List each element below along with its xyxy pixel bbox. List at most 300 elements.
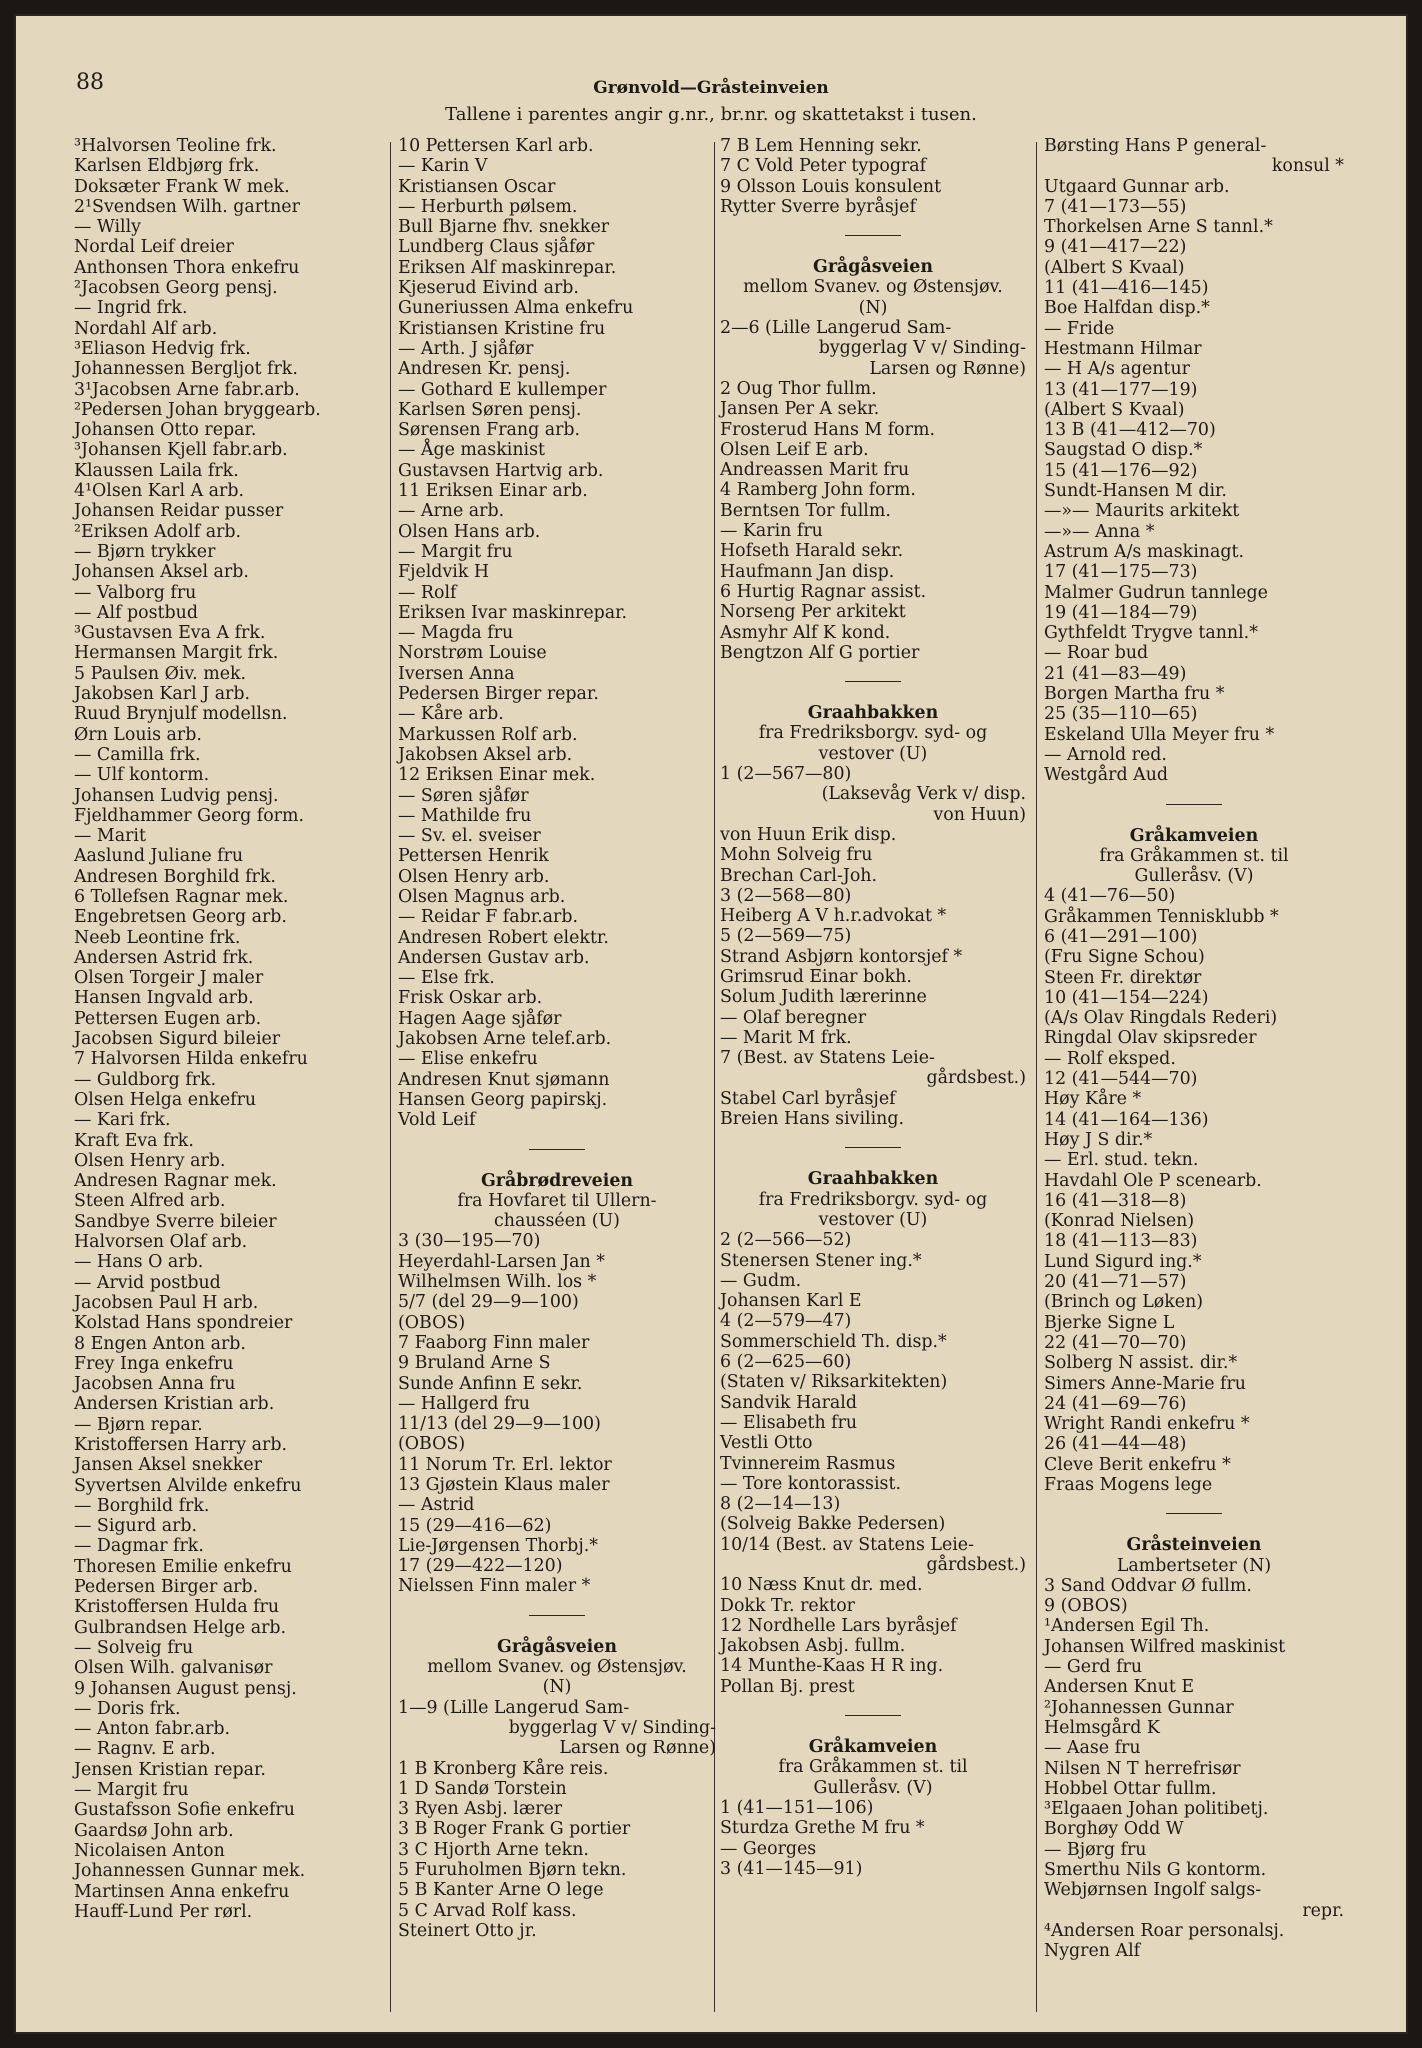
directory-entry: Norstrøm Louise [398, 643, 547, 664]
directory-entry: 21 (41—83—49) [1044, 663, 1187, 684]
street-description: Gulleråsv. (V) [1134, 866, 1254, 887]
directory-entry: Pollan Bj. prest [720, 1676, 855, 1697]
directory-entry: Breien Hans siviling. [720, 1109, 905, 1130]
section-separator [720, 1697, 1026, 1737]
directory-page [14, 14, 1408, 2034]
directory-entry: Brechan Carl-Joh. [720, 865, 878, 886]
directory-entry: Andresen Borghild frk. [74, 866, 276, 887]
directory-entry: gårdsbest.) [926, 1068, 1026, 1089]
directory-entry: Nordal Leif dreier [74, 237, 234, 258]
section-separator [398, 1131, 716, 1171]
directory-entry: — Olaf beregner [720, 1007, 867, 1028]
directory-entry: 11 Eriksen Einar arb. [398, 481, 588, 502]
directory-entry: ³Halvorsen Teoline frk. [74, 136, 277, 156]
directory-entry: Eriksen Alf maskinrepar. [398, 257, 617, 278]
directory-entry: — Borghild frk. [74, 1495, 210, 1516]
directory-entry: 12 Nordhelle Lars byråsjef [720, 1615, 957, 1636]
directory-entry: Andersen Gustav arb. [398, 947, 590, 968]
directory-entry: Bull Bjarne fhv. snekker [398, 217, 610, 238]
directory-entry: Hansen Georg papirskj. [398, 1089, 608, 1110]
directory-entry: Karlsen Eldbjørg frk. [74, 156, 260, 177]
directory-entry: Stenersen Stener ing.* [720, 1250, 922, 1271]
street-description: chausséen (U) [494, 1211, 620, 1232]
directory-entry: 10 (41—154—224) [1044, 987, 1209, 1008]
directory-entry: Jakobsen Karl J arb. [74, 684, 251, 705]
directory-entry: Sturdza Grethe M fru * [720, 1818, 925, 1839]
directory-entry: Hauff-Lund Per rørl. [74, 1901, 253, 1922]
directory-entry: — Sigurd arb. [74, 1516, 198, 1537]
directory-entry: Sunde Anfinn E sekr. [398, 1373, 583, 1394]
directory-entry: Frosterud Hans M form. [720, 419, 935, 440]
directory-entry: — Margit fru [74, 1780, 189, 1801]
directory-entry: — Herburth pølsem. [398, 196, 578, 217]
directory-entry: Gustafsson Sofie enkefru [74, 1800, 295, 1821]
directory-entry: —»— Maurits arkitekt [1044, 501, 1240, 522]
directory-entry: Nordahl Alf arb. [74, 318, 218, 339]
directory-entry: ²Pedersen Johan bryggearb. [74, 399, 321, 420]
directory-entry: von Huun) [933, 804, 1026, 825]
directory-entry: Boe Halfdan disp.* [1044, 298, 1210, 319]
directory-entry: — Arnold red. [1044, 744, 1167, 765]
directory-entry: Steinert Otto jr. [398, 1920, 537, 1941]
directory-entry: Cleve Berit enkefru * [1044, 1454, 1231, 1475]
directory-entry: — Mathilde fru [398, 805, 532, 826]
directory-entry: (Albert S Kvaal) [1044, 399, 1185, 420]
directory-entry: Fjeldhammer Georg form. [74, 805, 304, 826]
directory-entry: Hobbel Ottar fullm. [1044, 1778, 1217, 1799]
directory-entry: Johannessen Bergljot frk. [74, 359, 298, 380]
directory-entry: 4¹Olsen Karl A arb. [74, 481, 244, 502]
directory-entry: — Hallgerd fru [398, 1393, 530, 1414]
directory-entry: Hagen Aage sjåfør [398, 1008, 562, 1029]
directory-column-4 [1044, 136, 1344, 1962]
directory-entry: 1 (2—567—80) [720, 764, 852, 785]
directory-entry: 10/14 (Best. av Statens Leie- [720, 1534, 974, 1555]
directory-entry: Olsen Helga enkefru [74, 1089, 257, 1110]
directory-entry: Andresen Kr. pensj. [398, 359, 571, 380]
directory-entry: Saugstad O disp.* [1044, 440, 1203, 461]
directory-entry: 3 Ryen Asbj. lærer [398, 1799, 563, 1820]
directory-entry: 6 (2—625—60) [720, 1352, 852, 1373]
directory-entry: Johansen Ludvig pensj. [74, 785, 279, 806]
directory-entry: 1—9 (Lille Langerud Sam- [398, 1697, 630, 1718]
directory-entry: Kristiansen Oscar [398, 176, 556, 197]
directory-entry: Pedersen Birger repar. [398, 684, 599, 705]
directory-entry: Aaslund Juliane fru [74, 846, 244, 867]
street-description: fra Fredriksborgv. syd- og [758, 723, 988, 744]
directory-entry: repr. [1302, 1900, 1344, 1921]
street-description: (N) [542, 1677, 572, 1698]
directory-entry: Jacobsen Sigurd bileier [74, 1029, 281, 1050]
directory-entry: Olsen Magnus arb. [398, 886, 566, 907]
directory-entry: 19 (41—184—79) [1044, 602, 1198, 623]
directory-entry: 7 C Vold Peter typograf [720, 156, 927, 177]
directory-entry: 7 B Lem Henning sekr. [720, 136, 922, 156]
street-description: mellom Svanev. og Østensjøv. [427, 1657, 687, 1678]
directory-entry: Markussen Rolf arb. [398, 724, 578, 745]
directory-entry: 4 (41—76—50) [1044, 886, 1176, 907]
directory-entry: Johansen Reidar pusser [74, 501, 284, 522]
page-title: Grønvold—Gråsteinveien [593, 78, 829, 98]
directory-entry: 16 (41—318—8) [1044, 1190, 1187, 1211]
page-subtitle-text: Tallene i parentes angir g.nr., br.nr. og skattetakst i tusen. [445, 104, 977, 125]
directory-entry: — Kari frk. [74, 1110, 171, 1131]
directory-entry: Malmer Gudrun tannlege [1044, 582, 1268, 603]
street-heading: Gråkamveien [1129, 825, 1259, 846]
directory-entry: 11/13 (del 29—9—100) [398, 1414, 601, 1435]
street-heading: Gråsteinveien [1126, 1535, 1262, 1556]
directory-entry: Nilsen N T herrefrisør [1044, 1758, 1241, 1779]
directory-entry: — Arvid postbud [74, 1272, 221, 1293]
directory-entry: Stabel Carl byråsjef [720, 1088, 896, 1109]
directory-entry: —»— Anna * [1044, 521, 1155, 542]
directory-entry: Gythfeldt Trygve tannl.* [1044, 623, 1258, 644]
directory-entry: Kjeserud Eivind arb. [398, 278, 579, 299]
directory-entry: 13 B (41—412—70) [1044, 420, 1216, 441]
directory-entry: ²Jacobsen Georg pensj. [74, 278, 278, 299]
directory-entry: (Solveig Bakke Pedersen) [720, 1514, 946, 1535]
directory-entry: 14 Munthe-Kaas H R ing. [720, 1656, 944, 1677]
directory-entry: Pedersen Birger arb. [74, 1577, 259, 1598]
directory-entry: — Gudm. [720, 1270, 802, 1291]
directory-entry: — Karin fru [720, 521, 823, 542]
directory-entry: — Magda fru [398, 623, 514, 644]
directory-entry: Olsen Torgeir J maler [74, 968, 264, 989]
directory-entry: Neeb Leontine frk. [74, 927, 241, 948]
directory-entry: Gustavsen Hartvig arb. [398, 460, 604, 481]
directory-entry: 13 (41—177—19) [1044, 379, 1198, 400]
directory-entry: Jansen Per A sekr. [720, 399, 880, 420]
directory-entry: Heyerdahl-Larsen Jan * [398, 1251, 605, 1272]
directory-entry: 4 Ramberg John form. [720, 480, 916, 501]
directory-entry: Halvorsen Olaf arb. [74, 1232, 248, 1253]
directory-entry: 6 (41—291—100) [1044, 926, 1198, 947]
street-description: (N) [858, 297, 888, 318]
directory-entry: Kristiansen Kristine fru [398, 318, 606, 339]
directory-entry: Syvertsen Alvilde enkefru [74, 1475, 302, 1496]
directory-entry: Olsen Wilh. galvanisør [74, 1658, 273, 1679]
directory-entry: Larsen og Rønne) [559, 1738, 716, 1759]
street-heading: Graahbakken [807, 703, 939, 724]
directory-entry: Sandvik Harald [720, 1392, 857, 1413]
directory-entry: 9 (41—417—22) [1044, 237, 1187, 258]
directory-entry: Andersen Astrid frk. [74, 947, 254, 968]
directory-entry: Ringdal Olav skipsreder [1044, 1028, 1257, 1049]
directory-entry: 7 (41—173—55) [1044, 196, 1187, 217]
directory-entry: byggerlag V v/ Sinding- [818, 338, 1026, 359]
section-separator [720, 217, 1026, 257]
directory-entry: 25 (35—110—65) [1044, 704, 1198, 725]
directory-entry: Ørn Louis arb. [74, 724, 202, 745]
directory-entry: 7 (Best. av Statens Leie- [720, 1048, 935, 1069]
directory-entry: Kraft Eva frk. [74, 1130, 194, 1151]
directory-entry: — Ragnv. E arb. [74, 1739, 216, 1760]
directory-entry: 15 (41—176—92) [1044, 460, 1198, 481]
directory-entry: Gråkammen Tennisklubb * [1044, 906, 1279, 927]
directory-entry: — Margit fru [398, 541, 513, 562]
directory-entry: — Anton fabr.arb. [74, 1719, 231, 1740]
directory-entry: Grimsrud Einar bokh. [720, 966, 912, 987]
directory-entry: Johansen Otto repar. [74, 420, 257, 441]
directory-entry: 5 Paulsen Øiv. mek. [74, 663, 247, 684]
directory-entry: Westgård Aud [1044, 765, 1169, 786]
directory-entry: — H A/s agentur [1044, 359, 1190, 380]
directory-entry: Steen Alfred arb. [74, 1191, 226, 1212]
directory-entry: 1 B Kronberg Kåre reis. [398, 1758, 609, 1779]
directory-entry: Anthonsen Thora enkefru [74, 257, 300, 278]
directory-entry: — Dagmar frk. [74, 1536, 204, 1557]
directory-entry: Nygren Alf [1044, 1941, 1141, 1962]
directory-entry: Berntsen Tor fullm. [720, 500, 891, 521]
directory-entry: — Karin V [398, 156, 488, 177]
directory-entry: 7 Faaborg Finn maler [398, 1332, 590, 1353]
directory-entry: — Camilla frk. [74, 744, 201, 765]
street-description: vestover (U) [818, 743, 928, 764]
street-description: fra Gråkammen st. til [778, 1757, 968, 1778]
directory-entry: 3 Sand Oddvar Ø fullm. [1044, 1575, 1252, 1596]
directory-entry: Johansen Wilfred maskinist [1044, 1636, 1286, 1657]
directory-entry: 4 (2—579—47) [720, 1311, 852, 1332]
street-description: fra Hovfaret til Ullern- [457, 1190, 657, 1211]
directory-entry: (Staten v/ Riksarkitekten) [720, 1372, 948, 1393]
directory-entry: Simers Anne-Marie fru [1044, 1373, 1246, 1394]
directory-entry: Thorkelsen Arne S tannl.* [1044, 217, 1273, 238]
directory-entry: gårdsbest.) [926, 1555, 1026, 1575]
directory-entry: Pettersen Eugen arb. [74, 1008, 262, 1029]
directory-entry: — Hans O arb. [74, 1252, 204, 1273]
directory-entry: ¹Andersen Egil Th. [1044, 1616, 1210, 1637]
directory-entry: Borgen Martha fru * [1044, 684, 1225, 705]
directory-entry: 15 (29—416—62) [398, 1515, 552, 1536]
directory-entry: Jakobsen Asbj. fullm. [720, 1636, 906, 1657]
directory-entry: Vold Leif [398, 1110, 476, 1131]
directory-entry: 3 (41—145—91) [720, 1858, 863, 1879]
directory-entry: 12 Eriksen Einar mek. [398, 765, 596, 786]
directory-entry: 9 (OBOS) [1044, 1596, 1128, 1617]
street-description: Gulleråsv. (V) [813, 1777, 933, 1798]
section-separator [1044, 1495, 1344, 1535]
directory-entry: Iversen Anna [398, 663, 515, 684]
directory-entry: Thoresen Emilie enkefru [74, 1556, 292, 1577]
directory-entry: — Bjørg fru [1044, 1839, 1147, 1860]
directory-entry: Fraas Mogens lege [1044, 1475, 1213, 1495]
directory-entry: konsul * [1271, 156, 1344, 177]
directory-entry: — Elise enkefru [398, 1049, 538, 1070]
directory-entry: Kristoffersen Harry arb. [74, 1435, 288, 1455]
directory-entry: Engebretsen Georg arb. [74, 907, 287, 928]
directory-entry: — Doris frk. [74, 1698, 181, 1719]
directory-entry: — Ingrid frk. [74, 298, 188, 319]
directory-entry: Andersen Kristian arb. [74, 1394, 275, 1415]
directory-entry: Utgaard Gunnar arb. [1044, 176, 1230, 197]
directory-entry: (Fru Signe Schou) [1044, 947, 1205, 968]
directory-entry: Ruud Brynjulf modellsn. [74, 704, 288, 725]
directory-entry: Hestmann Hilmar [1044, 338, 1202, 359]
directory-entry: — Willy [74, 217, 141, 238]
directory-entry: ²Johannessen Gunnar [1044, 1697, 1234, 1718]
directory-entry: Jacobsen Paul H arb. [74, 1292, 259, 1313]
directory-entry: Larsen og Rønne) [869, 358, 1026, 379]
directory-entry: — Solveig fru [74, 1637, 194, 1658]
directory-entry: Hermansen Margit frk. [74, 643, 279, 664]
directory-entry: Frey Inga enkefru [74, 1353, 234, 1374]
directory-entry: ³Eliason Hedvig frk. [74, 338, 251, 359]
directory-entry: Sandbye Sverre bileier [74, 1211, 277, 1232]
directory-entry: Astrum A/s maskinagt. [1044, 541, 1244, 562]
directory-entry: Børsting Hans P general- [1044, 136, 1267, 156]
directory-entry: byggerlag V v/ Sinding- [508, 1717, 716, 1738]
directory-entry: 10 Næss Knut dr. med. [720, 1575, 923, 1596]
directory-entry: Rytter Sverre byråsjef [720, 196, 916, 217]
directory-entry: — Rolf [398, 582, 457, 603]
directory-entry: Webjørnsen Ingolf salgs- [1044, 1880, 1262, 1901]
directory-entry: 3 C Hjorth Arne tekn. [398, 1839, 589, 1860]
directory-entry: 17 (41—175—73) [1044, 562, 1198, 583]
directory-entry: Haufmann Jan disp. [720, 561, 895, 582]
directory-entry: — Alf postbud [74, 602, 198, 623]
directory-entry: Jakobsen Aksel arb. [398, 744, 573, 765]
street-heading: Graahbakken [807, 1169, 939, 1190]
directory-entry: ²Eriksen Adolf arb. [74, 521, 242, 542]
directory-entry: — Reidar F fabr.arb. [398, 907, 579, 928]
directory-entry: Olsen Hans arb. [398, 521, 541, 542]
directory-entry: 1 (41—151—106) [720, 1797, 874, 1818]
directory-entry: Martinsen Anna enkefru [74, 1881, 290, 1902]
directory-entry: Eriksen Ivar maskinrepar. [398, 602, 628, 623]
directory-entry: Jacobsen Anna fru [74, 1374, 236, 1395]
directory-entry: 2 Oug Thor fullm. [720, 378, 877, 399]
directory-entry: Bengtzon Alf G portier [720, 642, 920, 663]
directory-entry: ³Gustavsen Eva A frk. [74, 623, 266, 644]
directory-entry: — Else frk. [398, 968, 495, 989]
directory-entry: Andresen Robert elektr. [398, 927, 609, 948]
directory-entry: Kristoffersen Hulda fru [74, 1597, 280, 1618]
directory-entry: Nicolaisen Anton [74, 1840, 225, 1861]
directory-entry: von Huun Erik disp. [720, 824, 897, 845]
directory-entry: 3 (2—568—80) [720, 885, 852, 906]
directory-entry: Wright Randi enkefru * [1044, 1414, 1250, 1435]
directory-entry: Borghøy Odd W [1044, 1819, 1184, 1840]
directory-entry: — Marit M frk. [720, 1027, 852, 1048]
directory-entry: Andreassen Marit fru [720, 460, 910, 481]
directory-entry: 5 (2—569—75) [720, 926, 852, 947]
directory-entry: (OBOS) [398, 1312, 466, 1333]
directory-entry: Strand Asbjørn kontorsjef * [720, 946, 963, 967]
directory-entry: Sommerschield Th. disp.* [720, 1331, 947, 1352]
directory-entry: Nielssen Finn maler * [398, 1576, 591, 1597]
directory-column-1 [74, 136, 394, 1922]
directory-entry: Lund Sigurd ing.* [1044, 1251, 1202, 1272]
street-heading: Gråkamveien [808, 1737, 938, 1758]
directory-entry: Solberg N assist. dir.* [1044, 1353, 1238, 1374]
directory-entry: 6 Tollefsen Ragnar mek. [74, 886, 289, 907]
directory-entry: Pettersen Henrik [398, 846, 549, 867]
directory-entry: Heiberg A V h.r.advokat * [720, 906, 947, 927]
directory-entry: 11 (41—416—145) [1044, 278, 1209, 299]
street-heading: Grågåsveien [497, 1636, 617, 1657]
directory-entry: Bjerke Signe L [1044, 1312, 1175, 1333]
directory-entry: Gulbrandsen Helge arb. [74, 1617, 287, 1638]
directory-entry: 8 (2—14—13) [720, 1494, 841, 1515]
directory-entry: Høy Kåre * [1044, 1089, 1142, 1110]
directory-entry: Andresen Knut sjømann [398, 1069, 610, 1090]
directory-entry: 24 (41—69—76) [1044, 1393, 1187, 1414]
directory-entry: — Bjørn trykker [74, 541, 216, 562]
street-description: mellom Svanev. og Østensjøv. [743, 277, 1003, 298]
directory-entry: 12 (41—544—70) [1044, 1069, 1198, 1090]
directory-entry: Andresen Ragnar mek. [74, 1171, 277, 1192]
directory-entry: 3¹Jacobsen Arne fabr.arb. [74, 379, 300, 400]
directory-entry: Vestli Otto [720, 1433, 813, 1454]
directory-entry: — Åge maskinist [398, 440, 545, 461]
directory-entry: ⁴Andersen Roar personalsj. [1044, 1920, 1285, 1941]
directory-entry: Olsen Leif E arb. [720, 439, 869, 460]
section-separator [1044, 786, 1344, 826]
directory-entry: — Erl. stud. tekn. [1044, 1150, 1199, 1171]
directory-column-2 [398, 136, 716, 1941]
section-separator [398, 1597, 716, 1637]
directory-entry: Mohn Solveig fru [720, 845, 873, 866]
directory-entry: — Marit [74, 826, 146, 847]
directory-entry: — Tore kontorassist. [720, 1473, 901, 1494]
directory-entry: 17 (29—422—120) [398, 1556, 563, 1577]
directory-entry: Hofseth Harald sekr. [720, 541, 904, 562]
directory-entry: 9 Johansen August pensj. [74, 1678, 297, 1699]
directory-entry: — Kåre arb. [398, 704, 504, 725]
street-description: fra Gråkammen st. til [1099, 845, 1289, 866]
directory-entry: Lundberg Claus sjåfør [398, 237, 595, 258]
directory-entry: 13 Gjøstein Klaus maler [398, 1475, 610, 1495]
directory-entry: ³Johansen Kjell fabr.arb. [74, 440, 288, 461]
directory-entry: Helmsgård K [1044, 1717, 1160, 1738]
directory-entry: (Brinch og Løken) [1044, 1292, 1204, 1313]
directory-entry: — Arne arb. [398, 501, 505, 522]
directory-entry: (OBOS) [398, 1434, 466, 1455]
directory-entry: 5 C Arvad Rolf kass. [398, 1900, 577, 1921]
directory-entry: — Aase fru [1044, 1738, 1141, 1759]
directory-entry: 6 Hurtig Ragnar assist. [720, 581, 927, 602]
directory-entry: — Ulf kontorm. [74, 765, 210, 786]
directory-entry: Andersen Knut E [1044, 1677, 1195, 1698]
directory-entry: 11 Norum Tr. Erl. lektor [398, 1454, 612, 1475]
directory-entry: Frisk Oskar arb. [398, 988, 543, 1009]
street-description: vestover (U) [818, 1209, 928, 1230]
directory-entry: ³Elgaaen Johan politibetj. [1044, 1799, 1269, 1820]
directory-entry: (Laksevåg Verk v/ disp. [821, 784, 1026, 805]
directory-entry: 1 D Sandø Torstein [398, 1778, 567, 1799]
directory-entry: Steen Fr. direktør [1044, 967, 1202, 988]
directory-entry: 3 (30—195—70) [398, 1231, 541, 1252]
page-number: 88 [76, 70, 104, 95]
directory-entry: — Roar bud [1044, 643, 1149, 664]
directory-entry: Doksæter Frank W mek. [74, 176, 290, 197]
directory-entry: 14 (41—164—136) [1044, 1109, 1209, 1130]
directory-entry: — Fride [1044, 318, 1115, 339]
directory-entry: Jensen Kristian repar. [74, 1759, 266, 1780]
directory-entry: Sundt-Hansen M dir. [1044, 481, 1227, 502]
directory-entry: 9 Olsson Louis konsulent [720, 176, 942, 197]
directory-entry: Sørensen Frang arb. [398, 420, 581, 441]
directory-entry: 8 Engen Anton arb. [74, 1333, 246, 1354]
directory-entry: — Elisabeth fru [720, 1412, 858, 1433]
directory-entry: 2—6 (Lille Langerud Sam- [720, 318, 952, 339]
column-divider [1036, 142, 1037, 2012]
directory-entry: Hansen Ingvald arb. [74, 988, 254, 1009]
directory-entry: — Georges [720, 1838, 817, 1859]
street-description: Lambertseter (N) [1116, 1555, 1272, 1576]
directory-entry: 22 (41—70—70) [1044, 1332, 1187, 1353]
directory-entry: Guneriussen Alma enkefru [398, 298, 634, 319]
